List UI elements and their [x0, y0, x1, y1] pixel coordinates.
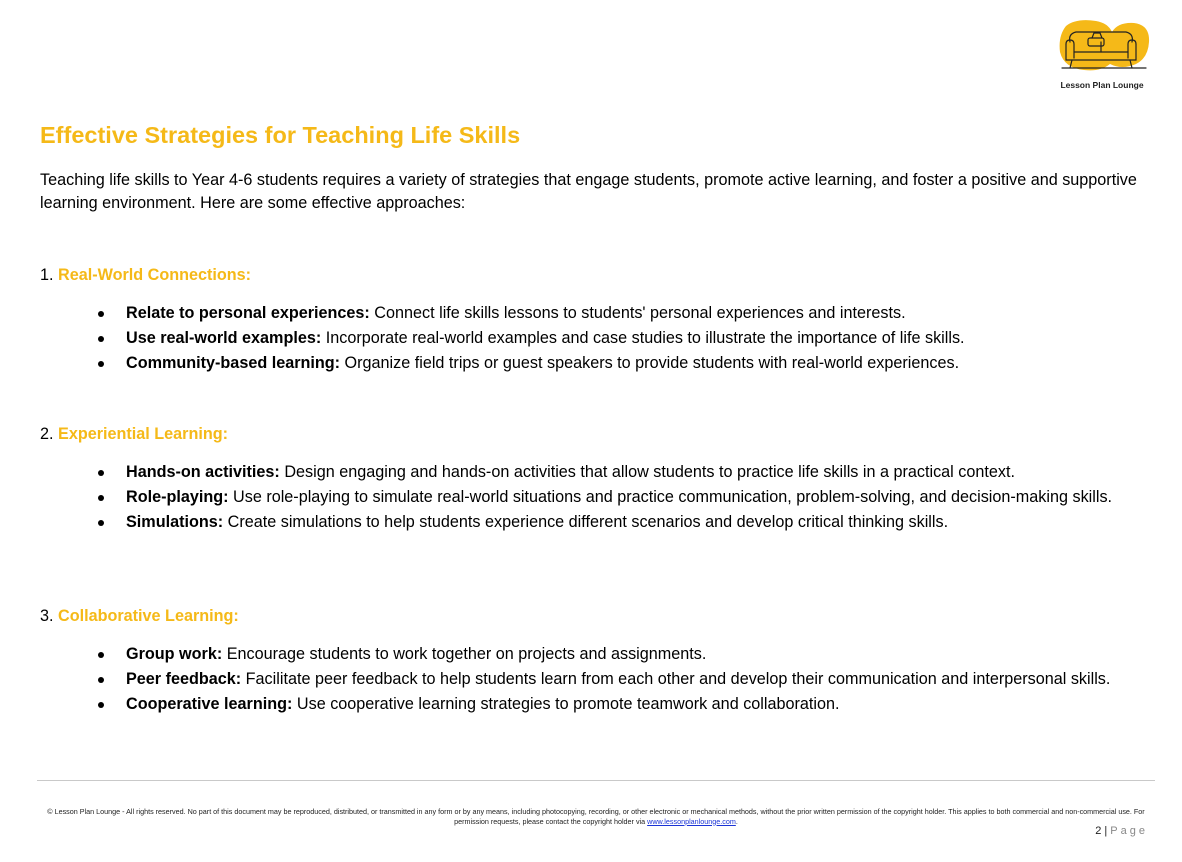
- item-text: Use role-playing to simulate real-world situations and practice communication, problem-solving, and decision-making skills.: [228, 488, 1113, 506]
- item-text: Create simulations to help students experience different scenarios and develop critical thinking skills.: [223, 513, 949, 531]
- section-experiential-learning: [40, 424, 1155, 536]
- list-item: [40, 461, 1155, 484]
- item-text: Encourage students to work together on projects and assignments.: [222, 645, 707, 663]
- bullet-list: [40, 302, 1155, 375]
- item-term: Hands-on activities:: [126, 463, 280, 481]
- item-term: Relate to personal experiences:: [126, 304, 370, 322]
- page-label: Page: [1110, 825, 1148, 837]
- section-label: Collaborative Learning:: [58, 607, 239, 625]
- section-real-world-connections: [40, 265, 1155, 377]
- armchair-icon: [1056, 18, 1152, 82]
- website-link[interactable]: www.lessonplanlounge.com: [647, 816, 736, 826]
- item-term: Peer feedback:: [126, 670, 242, 688]
- item-text: Organize field trips or guest speakers to provide students with real-world experiences.: [340, 354, 960, 372]
- copyright-suffix: .: [735, 816, 738, 826]
- section-number: 1.: [40, 266, 54, 284]
- intro-paragraph: Teaching life skills to Year 4-6 students requires a variety of strategies that engage students, promote active learning, and foster a positive and supportive learning environment. Here are some effective approaches:: [40, 171, 1137, 212]
- bullet-list: [40, 643, 1155, 716]
- section-number: 3.: [40, 607, 54, 625]
- brand-name: Lesson Plan Lounge: [1060, 80, 1144, 90]
- section-heading: [40, 424, 1155, 444]
- page-number: [1095, 825, 1148, 837]
- page-title: Effective Strategies for Teaching Life Skills: [40, 122, 521, 148]
- list-item: [40, 327, 1155, 350]
- section-collaborative-learning: [40, 606, 1155, 718]
- footer-copyright: [40, 807, 1152, 826]
- section-label: Experiential Learning:: [58, 425, 229, 443]
- page-number-value: 2: [1095, 825, 1102, 837]
- item-text: Incorporate real-world examples and case studies to illustrate the importance of life skills.: [321, 329, 965, 347]
- section-label: Real-World Connections:: [58, 266, 252, 284]
- list-item: [40, 668, 1155, 691]
- section-heading: [40, 606, 1155, 626]
- copyright-text: © Lesson Plan Lounge - All rights reserved. No part of this document may be reproduced, distributed, or transmitted in any form or by any means, including photocopying, recording, or other electronic or mechanical methods, without the prior written permission of the copyright holder. This applies to both commercial and non-commercial use. For permission requests, please contact the copyright holder via: [47, 807, 1145, 826]
- item-term: Use real-world examples:: [126, 329, 322, 347]
- item-term: Role-playing:: [126, 488, 229, 506]
- list-item: [40, 643, 1155, 666]
- list-item: [40, 302, 1155, 325]
- list-item: [40, 486, 1155, 509]
- brand-logo: [1056, 18, 1152, 94]
- section-heading: [40, 265, 1155, 285]
- item-text: Design engaging and hands-on activities that allow students to practice life skills in a practical context.: [279, 463, 1015, 481]
- footer-divider: [37, 780, 1155, 781]
- list-item: [40, 693, 1155, 716]
- item-text: Connect life skills lessons to students' personal experiences and interests.: [369, 304, 906, 322]
- page-separator: |: [1104, 825, 1108, 837]
- list-item: [40, 352, 1155, 375]
- list-item: [40, 511, 1155, 534]
- bullet-list: [40, 461, 1155, 534]
- item-text: Use cooperative learning strategies to promote teamwork and collaboration.: [292, 695, 840, 713]
- item-text: Facilitate peer feedback to help students learn from each other and develop their communication and interpersonal skills.: [241, 670, 1111, 688]
- section-number: 2.: [40, 425, 54, 443]
- item-term: Simulations:: [126, 513, 224, 531]
- item-term: Community-based learning:: [126, 354, 341, 372]
- item-term: Group work:: [126, 645, 223, 663]
- item-term: Cooperative learning:: [126, 695, 293, 713]
